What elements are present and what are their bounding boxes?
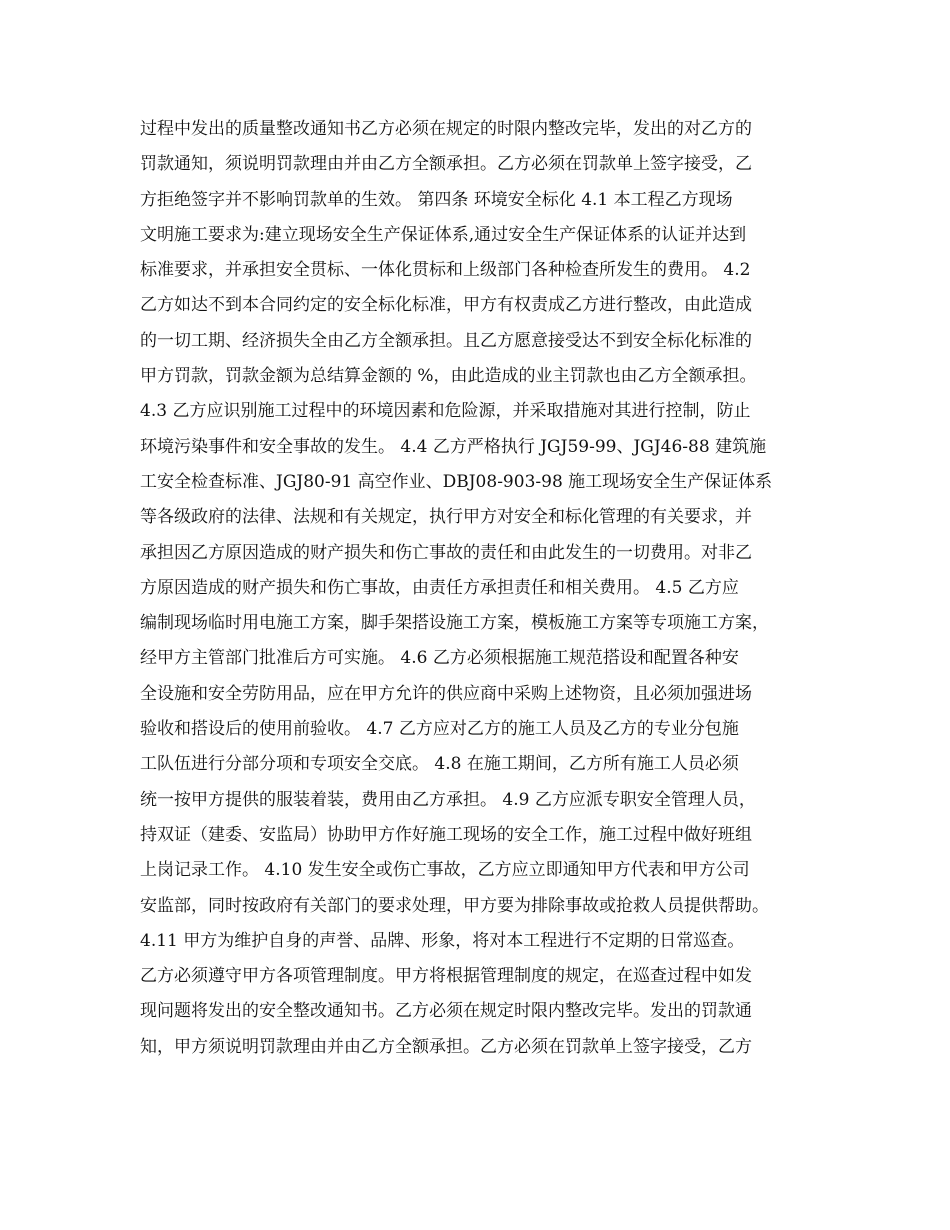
text-line: 经甲方主管部门批准后方可实施。 4.6 乙方必须根据施工规范搭设和配置各种安 xyxy=(140,648,739,669)
text-line: 4.11 甲方为维护自身的声誉、品牌、形象，将对本工程进行不定期的日常巡查。 xyxy=(140,930,745,951)
text-line: 乙方必须遵守甲方各项管理制度。甲方将根据管理制度的规定，在巡查过程中如发 xyxy=(140,966,752,987)
text-line: 验收和搭设后的使用前验收。 4.7 乙方应对乙方的施工人员及乙方的专业分包施 xyxy=(140,719,739,740)
text-line: 标准要求，并承担安全贯标、一体化贯标和上级部门各种检查所发生的费用。 4.2 xyxy=(140,260,751,281)
text-line: 编制现场临时用电施工方案，脚手架搭设施工方案，模板施工方案等专项施工方案， xyxy=(140,613,769,634)
text-line: 持双证（建委、安监局）协助甲方作好施工现场的安全工作，施工过程中做好班组 xyxy=(140,824,752,845)
text-line: 文明施工要求为:建立现场安全生产保证体系,通过安全生产保证体系的认证并达到 xyxy=(140,224,747,245)
text-line: 工安全检查标准、JGJ80-91 高空作业、DBJ08-903-98 施工现场安全生产保证体系 xyxy=(140,471,773,492)
text-line: 方拒绝签字并不影响罚款单的生效。 第四条 环境安全标化 4.1 本工程乙方现场 xyxy=(140,189,733,210)
text-line: 全设施和安全劳防用品，应在甲方允许的供应商中采购上述物资，且必须加强进场 xyxy=(140,683,752,704)
text-line: 过程中发出的质量整改通知书乙方必须在规定的时限内整改完毕，发出的对乙方的 xyxy=(140,119,752,139)
text-line: 乙方如达不到本合同约定的安全标化标准，甲方有权责成乙方进行整改，由此造成 xyxy=(140,295,752,316)
text-line: 方原因造成的财产损失和伤亡事故，由责任方承担责任和相关费用。 4.5 乙方应 xyxy=(140,577,739,598)
text-line: 知，甲方须说明罚款理由并由乙方全额承担。乙方必须在罚款单上签字接受，乙方 xyxy=(140,1036,752,1057)
text-line: 罚款通知，须说明罚款理由并由乙方全额承担。乙方必须在罚款单上签字接受，乙 xyxy=(140,154,752,175)
text-line: 上岗记录工作。 4.10 发生安全或伤亡事故，乙方应立即通知甲方代表和甲方公司 xyxy=(140,860,750,881)
text-line: 等各级政府的法律、法规和有关规定，执行甲方对安全和标化管理的有关要求，并 xyxy=(140,507,752,528)
text-line: 安监部，同时按政府有关部门的要求处理，甲方要为排除事故或抢救人员提供帮助。 xyxy=(140,895,769,916)
text-line: 甲方罚款，罚款金额为总结算金额的 %，由此造成的业主罚款也由乙方全额承担。 xyxy=(140,366,757,387)
text-line: 统一按甲方提供的服装着装，费用由乙方承担。 4.9 乙方应派专职安全管理人员， xyxy=(140,789,756,810)
text-line: 的一切工期、经济损失全由乙方全额承担。且乙方愿意接受达不到安全标化标准的 xyxy=(140,330,752,351)
text-line: 环境污染事件和安全事故的发生。 4.4 乙方严格执行 JGJ59-99、JGJ46-88 建筑施 xyxy=(140,436,767,457)
text-line: 工队伍进行分部分项和专项安全交底。 4.8 在施工期间，乙方所有施工人员必须 xyxy=(140,754,739,775)
text-line: 承担因乙方原因造成的财产损失和伤亡事故的责任和由此发生的一切费用。对非乙 xyxy=(140,542,752,563)
text-line: 现问题将发出的安全整改通知书。乙方必须在规定时限内整改完毕。发出的罚款通 xyxy=(140,1001,752,1022)
text-line: 4.3 乙方应识别施工过程中的环境因素和危险源，并采取措施对其进行控制，防止 xyxy=(140,401,751,422)
body-text xyxy=(140,112,830,1065)
